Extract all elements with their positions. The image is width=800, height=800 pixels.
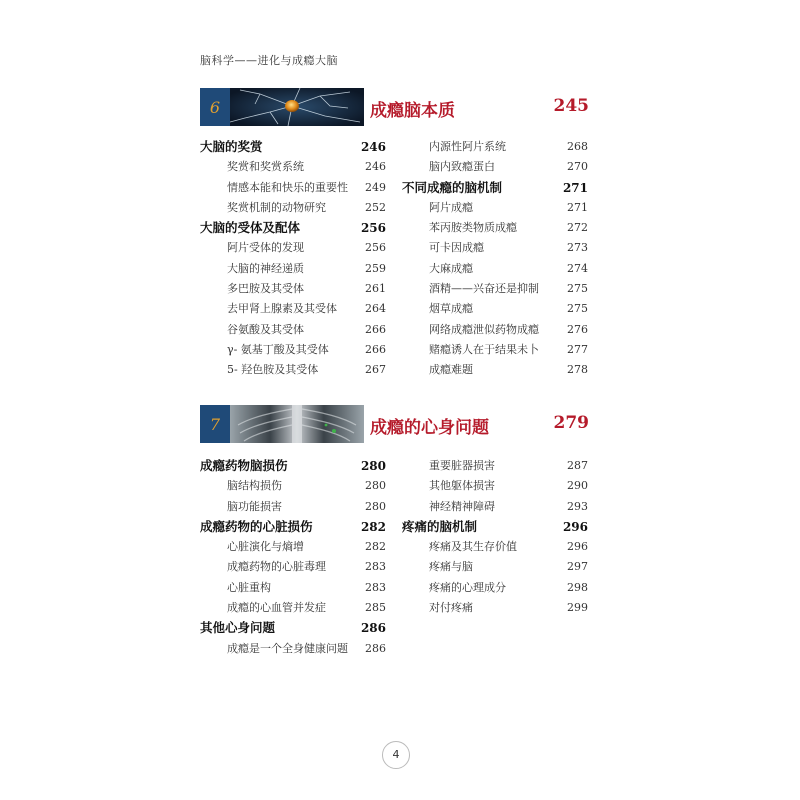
- toc-entry[interactable]: [200, 259, 386, 279]
- toc-entry-title: 去甲肾上腺素及其受体: [227, 302, 337, 316]
- toc-entry[interactable]: [200, 238, 386, 258]
- toc-entry-title: 心脏重构: [227, 580, 271, 594]
- toc-entry-page: 259: [365, 261, 386, 275]
- toc-entry[interactable]: [200, 299, 386, 319]
- toc-entry-page: 256: [365, 241, 386, 255]
- chapter-7-left-column: [200, 456, 386, 659]
- toc-entry-title: 重要脏器损害: [429, 459, 495, 472]
- toc-entry-page: 298: [567, 580, 588, 594]
- toc-entry[interactable]: [402, 218, 588, 238]
- toc-entry-page: 283: [365, 560, 386, 574]
- toc-entry-title: 大脑的神经递质: [227, 261, 304, 275]
- toc-entry-page: 278: [567, 363, 588, 377]
- toc-entry-page: 270: [567, 160, 588, 174]
- chapter-6-number: 6: [200, 88, 230, 126]
- toc-entry-page: 273: [567, 241, 588, 255]
- toc-entry-page: 268: [567, 140, 588, 153]
- toc-entry-page: 282: [360, 519, 386, 534]
- toc-entry-title: 奖赏机制的动物研究: [227, 200, 326, 214]
- toc-entry[interactable]: [200, 456, 386, 476]
- toc-entry-title: 阿片成瘾: [429, 200, 473, 214]
- toc-entry[interactable]: [200, 476, 386, 496]
- toc-entry-title: 阿片受体的发现: [227, 241, 304, 255]
- toc-entry-page: 280: [365, 479, 386, 493]
- toc-entry-page: 266: [365, 342, 386, 356]
- toc-entry-title: 情感本能和快乐的重要性: [227, 180, 348, 194]
- chapter-6-page: 245: [553, 96, 589, 116]
- toc-entry-title: 成瘾是一个全身健康问题: [227, 641, 348, 655]
- toc-entry-page: 299: [567, 601, 588, 615]
- toc-entry-title: 网络成瘾泄似药物成瘾: [429, 322, 539, 336]
- toc-entry[interactable]: [200, 198, 386, 218]
- toc-entry-page: 285: [365, 601, 386, 615]
- toc-entry-page: 249: [365, 180, 386, 194]
- toc-entry-title: 疼痛与脑: [429, 560, 473, 574]
- toc-entry[interactable]: [200, 598, 386, 618]
- toc-entry[interactable]: [402, 178, 588, 198]
- toc-entry[interactable]: [402, 537, 588, 557]
- toc-entry-title: 疼痛的心理成分: [429, 580, 506, 594]
- toc-entry[interactable]: [402, 557, 588, 577]
- toc-entry[interactable]: [402, 299, 588, 319]
- toc-entry[interactable]: [402, 238, 588, 258]
- toc-entry-page: 275: [567, 302, 588, 316]
- toc-entry-page: 272: [567, 221, 588, 235]
- toc-entry-title: 成瘾药物脑损伤: [200, 458, 288, 473]
- toc-entry[interactable]: [402, 279, 588, 299]
- toc-entry-page: 286: [360, 621, 386, 636]
- toc-entry[interactable]: [200, 639, 386, 659]
- toc-entry-title: 大脑的受体及配体: [200, 220, 301, 236]
- toc-entry-title: 酒精——兴奋还是抑制: [429, 282, 539, 296]
- toc-entry-page: 256: [360, 221, 386, 236]
- toc-entry-title: 成瘾难题: [429, 363, 473, 377]
- toc-entry[interactable]: [200, 340, 386, 360]
- toc-entry-title: 苯丙胺类物质成瘾: [429, 221, 517, 235]
- chapter-7-title: 成瘾的心身问题: [370, 418, 489, 438]
- toc-entry-title: 5- 羟色胺及其受体: [227, 363, 319, 377]
- toc-entry-title: 可卡因成瘾: [429, 241, 484, 255]
- toc-entry-page: 267: [365, 363, 386, 377]
- toc-entry-title: 大麻成瘾: [429, 261, 473, 275]
- toc-entry-page: 276: [567, 322, 588, 336]
- toc-entry-page: 282: [365, 540, 386, 554]
- toc-entry[interactable]: [402, 137, 588, 157]
- toc-entry-title: 不同成瘾的脑机制: [402, 179, 503, 195]
- toc-entry-page: 280: [360, 459, 386, 473]
- chapter-6-title: 成瘾脑本质: [370, 101, 455, 121]
- page-number: 4: [382, 741, 410, 769]
- toc-entry-title: 脑结构损伤: [227, 479, 282, 493]
- toc-entry[interactable]: [402, 340, 588, 360]
- chapter-6-right-column: [402, 137, 588, 381]
- toc-entry-page: 271: [562, 180, 588, 195]
- toc-entry[interactable]: [200, 279, 386, 299]
- toc-entry[interactable]: [402, 578, 588, 598]
- toc-entry[interactable]: [402, 259, 588, 279]
- toc-entry[interactable]: [402, 198, 588, 218]
- toc-entry-page: 274: [567, 261, 588, 275]
- toc-entry-title: 奖赏和奖赏系统: [227, 160, 304, 174]
- toc-entry-page: 293: [567, 499, 588, 513]
- toc-entry[interactable]: [402, 320, 588, 340]
- chapter-7-page: 279: [553, 413, 589, 433]
- toc-entry-page: 280: [365, 499, 386, 513]
- toc-entry[interactable]: [200, 557, 386, 577]
- toc-entry-page: 296: [562, 519, 588, 534]
- toc-entry[interactable]: [200, 497, 386, 517]
- toc-entry[interactable]: [402, 517, 588, 537]
- toc-entry[interactable]: [200, 320, 386, 340]
- toc-entry[interactable]: [402, 598, 588, 618]
- toc-entry-title: 成瘾药物的心脏毒理: [227, 560, 326, 574]
- chapter-6-left-column: [200, 137, 386, 381]
- toc-entry[interactable]: [402, 360, 588, 380]
- chapter-6-banner: [200, 88, 364, 126]
- toc-entry-title: γ- 氨基丁酸及其受体: [227, 342, 329, 356]
- toc-entry-page: 287: [567, 459, 588, 472]
- chapter-7-number: 7: [200, 405, 230, 443]
- toc-entry-title: 对付疼痛: [429, 601, 473, 615]
- chapter-7-right-column: [402, 456, 588, 618]
- toc-entry-page: 266: [365, 322, 386, 336]
- toc-entry-title: 谷氨酸及其受体: [227, 322, 304, 336]
- toc-entry[interactable]: [402, 456, 588, 476]
- toc-entry-page: 275: [567, 282, 588, 296]
- toc-entry-title: 多巴胺及其受体: [227, 282, 304, 296]
- toc-entry-title: 成瘾药物的心脏损伤: [200, 518, 313, 534]
- toc-entry-page: 271: [567, 200, 588, 214]
- toc-entry[interactable]: [200, 517, 386, 537]
- toc-entry-title: 其他躯体损害: [429, 479, 495, 493]
- toc-entry-page: 283: [365, 580, 386, 594]
- chapter-7-banner: [200, 405, 364, 443]
- toc-entry[interactable]: [200, 157, 386, 177]
- neuron-image: [230, 88, 364, 126]
- toc-entry-page: 246: [365, 160, 386, 174]
- toc-entry-page: 261: [365, 282, 386, 296]
- toc-entry-page: 252: [365, 200, 386, 214]
- toc-entry-page: 296: [567, 540, 588, 554]
- toc-entry-title: 赌瘾诱人在于结果未卜: [429, 342, 539, 356]
- toc-entry-page: 277: [567, 342, 588, 356]
- running-head: 脑科学——进化与成瘾大脑: [200, 54, 338, 67]
- chest-xray-image: [230, 405, 364, 443]
- toc-entry[interactable]: [402, 157, 588, 177]
- toc-entry-title: 脑功能损害: [227, 499, 282, 513]
- toc-entry-title: 心脏演化与熵增: [227, 540, 304, 554]
- toc-entry[interactable]: [200, 137, 386, 157]
- toc-entry[interactable]: [200, 618, 386, 638]
- toc-entry[interactable]: [200, 578, 386, 598]
- toc-entry-title: 疼痛的脑机制: [402, 518, 478, 534]
- toc-entry-page: 286: [365, 641, 386, 655]
- toc-entry-page: 297: [567, 560, 588, 574]
- toc-entry-title: 神经精神障碍: [429, 499, 495, 513]
- toc-entry[interactable]: [200, 537, 386, 557]
- toc-entry-title: 脑内致瘾蛋白: [429, 160, 495, 174]
- toc-entry[interactable]: [200, 360, 386, 380]
- toc-entry[interactable]: [402, 476, 588, 496]
- toc-entry[interactable]: [200, 178, 386, 198]
- toc-entry-page: 290: [567, 479, 588, 493]
- toc-entry-title: 其他心身问题: [200, 620, 276, 636]
- toc-entry-title: 内源性阿片系统: [429, 140, 506, 153]
- toc-entry-title: 疼痛及其生存价值: [429, 540, 517, 554]
- toc-entry-page: 246: [360, 140, 386, 154]
- toc-entry-title: 成瘾的心血管并发症: [227, 601, 326, 615]
- toc-entry-title: 大脑的奖赏: [200, 139, 263, 154]
- toc-entry-page: 264: [365, 302, 386, 316]
- toc-entry-title: 烟草成瘾: [429, 302, 473, 316]
- toc-entry[interactable]: [200, 218, 386, 238]
- toc-entry[interactable]: [402, 497, 588, 517]
